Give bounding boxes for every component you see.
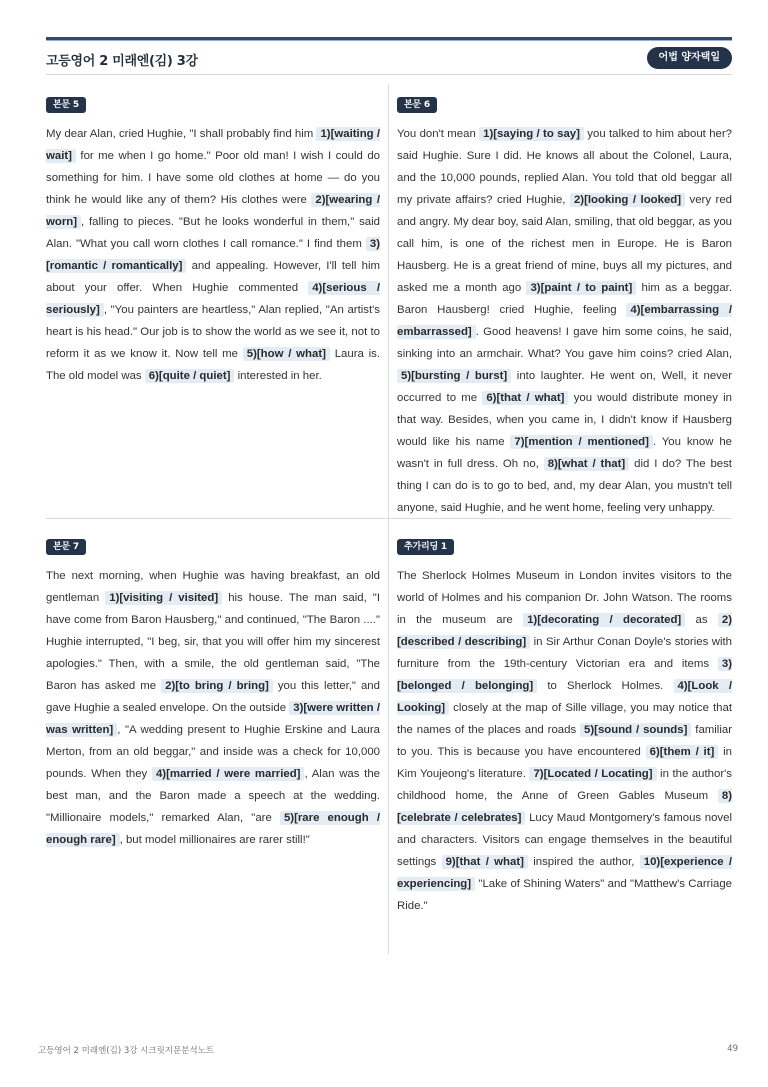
- choice-blank: 4)[Look / Looking]: [397, 680, 732, 714]
- choice-blank: 5)[rare enough / enough rare]: [46, 812, 380, 846]
- passage-text: [397, 123, 732, 519]
- passage-text-run: Laura is. The old model was: [46, 348, 380, 382]
- passage-text-run: very red and angry. My dear boy, said Alan, smiling, that old beggar, as you call him, is one of the richest men in Europe. He is Baron Hausberg. He is a great friend of mine, buys all my pictures, and asked me a month ago: [397, 194, 733, 294]
- passage-text: [46, 565, 380, 851]
- passage-text-run: , falling to pieces. "But he looks wonderful in them," said Alan. "What you call worn clothes I call romance." I find them: [46, 216, 380, 250]
- choice-blank: 6)[them / it]: [646, 745, 719, 759]
- choice-blank: 4)[serious / seriously]: [46, 282, 380, 316]
- passage-text-run: The Sherlock Holmes Museum in London invites visitors to the world of Holmes and his companion Dr. John Watson. The rooms in the museum are: [397, 570, 732, 626]
- section-passage-7: [46, 534, 380, 851]
- passage-text-run: in Kim Youjeong's literature.: [397, 746, 732, 780]
- footer-book-title: 고등영어 2 미래엔(김) 3강 시크릿지문분석노트: [38, 1046, 215, 1056]
- passage-text: [397, 565, 732, 917]
- choice-blank: 1)[saying / to say]: [479, 127, 584, 141]
- passage-text-run: familiar to you. This is because you have encountered: [397, 724, 732, 758]
- top-rule-accent: [46, 40, 732, 41]
- passage-text-run: . Good heavens! I gave him some coins, he said, sinking into an armchair. What? You gave him coins? cried Alan,: [397, 326, 732, 360]
- passage-text-run: as: [685, 614, 718, 626]
- passage-text-run: did I do? The best thing I can do is to go to bed, and, my dear Alan, you mustn't tell anyone, said Hughie, and he went home, feeling very unhappy.: [397, 458, 732, 514]
- choice-blank: 8)[what / that]: [544, 457, 629, 471]
- passage-text-run: you this letter," and gave Hughie a sealed envelope. On the outside: [46, 680, 380, 714]
- choice-blank: 5)[sound / sounds]: [580, 723, 691, 737]
- header-divider: [46, 74, 732, 75]
- passage-text-run: , Alan was the best man, and the Baron made a speech at the wedding. "Millionaire models," remarked Alan, "are: [46, 768, 380, 824]
- choice-blank: 2)[to bring / bring]: [161, 679, 273, 693]
- choice-blank: 6)[that / what]: [482, 391, 568, 405]
- page-header: [46, 46, 732, 72]
- choice-blank: 1)[waiting / wait]: [46, 128, 381, 162]
- choice-blank: 8)[celebrate / celebrates]: [397, 790, 732, 824]
- section-tag: 본문 5: [46, 97, 86, 113]
- passage-text-run: you would distribute money in that way. Besides, when you came in, I didn't know if Hausberg would like his name: [397, 392, 732, 448]
- column-divider: [388, 84, 389, 954]
- choice-blank: 4)[married / were married]: [152, 767, 305, 781]
- choice-blank: 2)[looking / looked]: [570, 193, 685, 207]
- passage-text-run: for me when I go home." Poor old man! I wish I could do something for him. I have some old clothes at home — do you think he would like any of them? His clothes were: [46, 150, 380, 206]
- passage-text: [46, 123, 380, 387]
- choice-blank: 7)[mention / mentioned]: [510, 435, 653, 449]
- passage-text-run: You don't mean: [397, 128, 480, 140]
- passage-text-run: closely at the map of Sille village, you may notice that the names of the places and roads: [397, 702, 732, 736]
- choice-blank: 6)[quite / quiet]: [145, 369, 235, 383]
- choice-blank: 3)[paint / to paint]: [526, 281, 636, 295]
- passage-text-run: inspired the author,: [527, 856, 640, 868]
- passage-text-run: "Lake of Shining Waters" and "Matthew's Carriage Ride.": [397, 878, 732, 912]
- section-tag: 본문 6: [397, 97, 437, 113]
- section-tag: 본문 7: [46, 539, 86, 555]
- passage-text-run: you talked to him about her? said Hughie. Sure I did. He knows all about the Colonel, Laura, and the 10,000 pounds, replied Alan. You told that old beggar all my private affairs? cried Hughie,: [397, 128, 732, 206]
- choice-blank: 3)[romantic / romantically]: [46, 238, 380, 272]
- choice-blank: 9)[that / what]: [442, 855, 528, 869]
- section-tag: 추가리딩 1: [397, 539, 454, 555]
- choice-blank: 7)[Located / Locating]: [529, 767, 656, 781]
- header-badge: 어법 양자택일: [647, 47, 732, 69]
- passage-text-run: Lucy Maud Montgomery's famous novel and characters. Visitors can engage themselves in the beautiful settings: [397, 812, 732, 868]
- passage-text-run: to Sherlock Holmes.: [537, 680, 674, 692]
- passage-text-run: in Sir Arthur Conan Doyle's stories with furniture from the 19th-century Victorian era and items: [397, 636, 732, 670]
- passage-text-run: into laughter. He went on, Well, it never occurred to me: [397, 370, 732, 404]
- section-passage-6: [397, 92, 732, 519]
- passage-text-run: in the author's childhood home, the Anne of Green Gables Museum: [397, 768, 732, 802]
- choice-blank: 3)[belonged / belonging]: [397, 658, 732, 692]
- choice-blank: 2)[described / describing]: [397, 614, 732, 648]
- page-number: 49: [727, 1044, 738, 1054]
- passage-text-run: him as a beggar. Baron Hausberg! cried Hughie, feeling: [397, 282, 732, 316]
- choice-blank: 5)[bursting / burst]: [397, 369, 511, 383]
- choice-blank: 4)[embarrassing / embarrassed]: [397, 304, 732, 338]
- section-extra-reading-1: [397, 534, 732, 917]
- choice-blank: 2)[wearing / worn]: [46, 194, 380, 228]
- passage-text-run: The next morning, when Hughie was having breakfast, an old gentleman: [46, 570, 380, 604]
- choice-blank: 1)[visiting / visited]: [105, 591, 222, 605]
- passage-text-run: his house. The man said, "I have come from Baron Hausberg," and continued, "The Baron ...." Hughie interrupted, "I beg, sir, that you will offer him my sincerest apologies." Then, with a smile, the old gentleman said, "The Baron has asked me: [46, 592, 380, 692]
- passage-text-run: , "You painters are heartless," Alan replied, "An artist's heart is his head." Our job is to show the world as we see it, not to reform it as we know it. Now tell me: [46, 304, 380, 360]
- choice-blank: 10)[experience / experiencing]: [397, 856, 733, 890]
- choice-blank: 1)[decorating / decorated]: [523, 613, 685, 627]
- page-title: 고등영어 2 미래엔(김) 3강: [46, 54, 198, 69]
- passage-text-run: . You know he wasn't in full dress. Oh no,: [397, 436, 732, 470]
- passage-text-run: interested in her.: [234, 370, 322, 382]
- choice-blank: 5)[how / what]: [243, 347, 330, 361]
- passage-text-run: , but model millionaires are rarer still!": [119, 834, 310, 846]
- passage-text-run: My dear Alan, cried Hughie, "I shall probably find him: [46, 128, 317, 140]
- passage-text-run: and appealing. However, I'll tell him about your offer. When Hughie commented: [46, 260, 380, 294]
- section-passage-5: [46, 92, 380, 387]
- choice-blank: 3)[were written / was written]: [46, 702, 380, 736]
- passage-text-run: , "A wedding present to Hughie Erskine and Laura Merton, from an old beggar," and inside was a check for 10,000 pounds. When they: [46, 724, 380, 780]
